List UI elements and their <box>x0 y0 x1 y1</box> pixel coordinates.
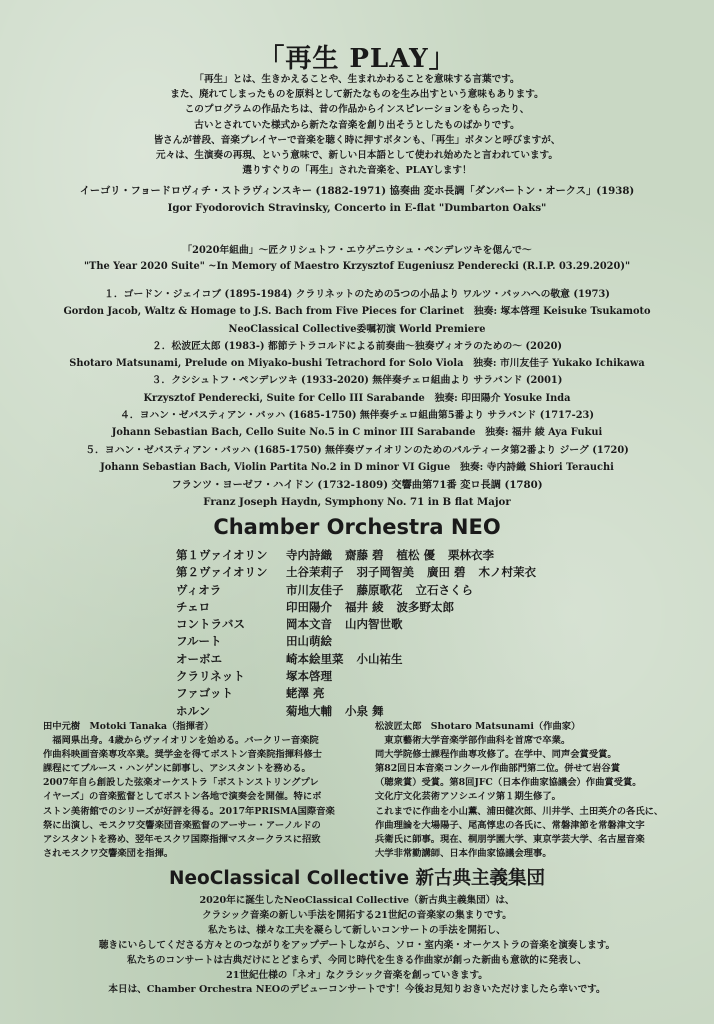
work-haydn <box>0 477 714 511</box>
bio-line: 同大学院修士課程作曲専攻修了。在学中、同声会賞受賞。 <box>375 749 617 761</box>
work-title-jp: イーゴリ・フョードロヴィチ・ストラヴィンスキー (1882-1971) 協奏曲 変ホ長調「ダンバートン・オークス」(1938) <box>79 185 635 197</box>
bio-line: 東京藝術大学音楽学部作曲科を首席で卒業。 <box>375 735 571 747</box>
work-title-en: Igor Fyodorovich Stravinsky, Concerto in E-flat "Dumbarton Oaks" <box>167 202 547 214</box>
roster-role: チェロ <box>176 599 211 614</box>
suite-title-en: "The Year 2020 Suite" ~In Memory of Maestro Krzysztof Eugeniusz Penderecki (R.I.P. 03.29.2020)" <box>83 260 631 272</box>
roster-row <box>176 547 549 564</box>
collective-line: 私たちのコンサートは古典だけにとどまらず、今同じ時代を生きる作曲家が創った新曲も意欲的に発表し、 <box>127 954 587 966</box>
movement-line: ２．松波匠太郎 (1983-) 都節テトラコルドによる前奏曲〜独奏ヴィオラのための〜 (2020) <box>151 340 563 352</box>
roster-row <box>176 685 549 702</box>
member-name: 寺内詩織 <box>286 548 332 562</box>
movement-line: NeoClassical Collective委嘱初演 World Premiere <box>228 323 486 335</box>
member-name: 栗林衣李 <box>448 548 495 562</box>
roster-role: クラリネット <box>176 669 245 684</box>
roster-role: ホルン <box>176 703 211 718</box>
suite-movements <box>0 286 714 476</box>
suite-heading <box>0 243 714 274</box>
member-name: 波多野太郎 <box>396 599 455 614</box>
movement-line: １．ゴードン・ジェイコブ (1895-1984) クラリネットのための5つの小品より ワルツ・バッハへの敬意 (1973) <box>104 289 610 300</box>
roster-row <box>176 582 549 599</box>
member-name: 小泉 舞 <box>345 703 384 718</box>
bio-line: これまでに作曲を小山薫、浦田健次郎、川井学、土田英介の各氏に、 <box>375 805 664 817</box>
collective-line: 本日は、Chamber Orchestra NEOのデビューコンサートです！今後お見知りおきいただけましたら幸いです。 <box>108 984 606 996</box>
bio-line: 大学非常勤講師、日本作曲家協議会理事。 <box>375 847 552 859</box>
member-name: 廣田 碧 <box>427 565 466 580</box>
work-title-en: Franz Joseph Haydn, Symphony No. 71 in B flat Major <box>203 496 511 508</box>
member-name: 市川友佳子 <box>286 582 344 597</box>
member-name: 山内智世歌 <box>345 617 403 632</box>
bio-line: イヤーズ」の音楽監督としてボストン各地で演奏会を開催。特にボ <box>43 791 322 803</box>
movement-line: Gordon Jacob, Waltz & Homage to J.S. Bach from Five Pieces for Clarinet 独奏: 塚本啓理 Keisuke Tsukamoto <box>63 306 651 318</box>
composer-bio <box>375 720 663 861</box>
bio-line: 2007年自ら創設した弦楽オーケストラ「ボストンストリングプレ <box>43 777 319 789</box>
member-name: 田山萌絵 <box>286 634 332 649</box>
roster-row <box>176 703 549 720</box>
member-name: 岡本文音 <box>286 617 332 632</box>
collective-line: 2020年に誕生したNeoClassical Collective（新古典主義集団）は、 <box>199 895 515 906</box>
collective-line: 21世紀仕様の「ネオ」なクラシック音楽を創っていきます。 <box>226 969 488 981</box>
collective-description <box>0 894 714 998</box>
bio-line: 課程にてブルース・ハンゲンに師事し、アシスタントを務める。 <box>43 763 311 775</box>
bio-line: アシスタントを務め、翌年モスクワ国際指揮マスタークラスに招致 <box>43 833 321 845</box>
bio-line: ストン美術館でのシリーズが好評を得る。2017年PRISMA国際音楽 <box>43 805 335 817</box>
bio-line: 作曲科映画音楽専攻卒業。奨学金を得てボストン音楽院指揮科修士 <box>43 749 322 761</box>
bio-line: 松波匠太郎 Shotaro Matsunami（作曲家） <box>375 721 581 732</box>
bio-line: 兵衛氏に師事。現在、桐朋学園大学、東京学芸大学、名古屋音楽 <box>375 833 645 845</box>
intro-line: このプログラムの作品たちは、昔の作品からインスピレーションをもらったり、 <box>184 104 530 116</box>
member-name: 土谷茉莉子 <box>286 565 344 580</box>
bio-line: 第82回日本音楽コンクール作曲部門第二位。併せて岩谷賞 <box>375 763 620 775</box>
movement-line: ５．ヨハン・ゼバスティアン・バッハ (1685-1750) 無伴奏ヴァイオリンのためのパルティータ第2番より ジーグ (1720) <box>85 444 629 456</box>
bio-line: 福岡県出身。4歳からヴァイオリンを始める。バークリー音楽院 <box>43 735 319 747</box>
work-stravinsky <box>0 183 714 217</box>
intro-line: 古いとされていた様式から新たな音楽を創り出そうとしたものばかりです。 <box>194 119 520 131</box>
member-name: 齋藤 碧 <box>345 548 384 562</box>
roster-row <box>176 599 549 616</box>
member-name: 小山祐生 <box>356 651 403 666</box>
member-name: 藤原歌花 <box>356 582 403 597</box>
roster-role: ヴィオラ <box>176 582 222 597</box>
member-name: 蛯澤 亮 <box>286 686 325 701</box>
bio-line: 作曲理論を大場陽子、尾高惇忠の各氏に、常磐津節を常磐津文字 <box>375 819 645 831</box>
collective-line: 聴きにいらしてくださる方々とのつながりをアップデートしながら、ソロ・室内楽・オーケストラの音楽を演奏します。 <box>98 939 616 951</box>
movement-line: Krzysztof Penderecki, Suite for Cello III Sarabande 独奏: 印田陽介 Yosuke Inda <box>143 392 571 404</box>
roster-row <box>176 668 549 685</box>
roster-row <box>176 633 549 650</box>
member-name: 立石さくら <box>415 582 473 597</box>
bio-line: されモスクワ交響楽団を指揮。 <box>43 847 174 859</box>
orchestra-title: Chamber Orchestra NEO <box>213 515 501 539</box>
member-name: 崎本絵里菜 <box>286 651 344 666</box>
intro-line: 元々は、生演奏の再現、という意味で、新しい日本語として使われ始めたと言われています。 <box>156 150 558 162</box>
roster-role: ファゴット <box>176 686 234 701</box>
conductor-bio <box>43 720 335 861</box>
member-name: 福井 綾 <box>345 599 384 614</box>
movement-line: Shotaro Matsunami, Prelude on Miyako-bushi Tetrachord for Solo Viola 独奏: 市川友佳子 Yukako Ichikawa <box>69 358 645 370</box>
roster-row <box>176 651 549 668</box>
bio-line: （聴衆賞）受賞。第8回JFC（日本作曲家協議会）作曲賞受賞。 <box>375 777 642 789</box>
roster-role: 第１ヴァイオリン <box>176 548 268 562</box>
roster-role: オーボエ <box>176 651 222 666</box>
movement-line: ４．ヨハン・ゼバスティアン・バッハ (1685-1750) 無伴奏チェロ組曲第5番より サラバンド (1717-23) <box>120 410 594 422</box>
work-title-jp: フランツ・ヨーゼフ・ハイドン (1732-1809) 交響曲第71番 変ロ長調 (1780) <box>171 479 543 491</box>
movement-line: ３．クシシュトフ・ペンデレツキ (1933-2020) 無伴奏チェロ組曲より サラバンド (2001) <box>151 375 563 387</box>
roster-role: 第２ヴァイオリン <box>176 565 268 580</box>
roster-role: フルート <box>176 634 222 649</box>
movement-line: Johann Sebastian Bach, Cello Suite No.5 in C minor III Sarabande 独奏: 福井 綾 Aya Fukui <box>111 427 603 439</box>
member-name: 羽子岡智美 <box>356 565 414 580</box>
intro-line: 「再生」とは、生きかえることや、生まれかわることを意味する言葉です。 <box>194 74 520 85</box>
member-name: 木ノ村茉衣 <box>478 565 537 580</box>
member-name: 印田陽介 <box>286 599 332 614</box>
intro-line: 選りすぐりの「再生」された音楽を、PLAYします！ <box>242 165 472 177</box>
roster-row <box>176 616 549 633</box>
member-name: 塚本啓理 <box>286 669 332 684</box>
intro-text <box>0 72 714 178</box>
roster-row <box>176 564 549 581</box>
page-title: 「再生 PLAY」 <box>258 44 456 74</box>
intro-line: また、廃れてしまったものを原料として新たなものを生み出すという意味もあります。 <box>170 89 544 101</box>
collective-line: 私たちは、様々な工夫を凝らして新しいコンサートの手法を開拓し、 <box>208 924 506 936</box>
collective-line: クラシック音楽の新しい手法を開拓する21世紀の音楽家の集まりです。 <box>202 909 512 921</box>
movement-line: Johann Sebastian Bach, Violin Partita No.2 in D minor VI Gigue 独奏: 寺内詩織 Shiori Terauchi <box>100 461 614 473</box>
member-name: 菊地大輔 <box>286 703 332 718</box>
intro-line: 皆さんが普段、音楽プレイヤーで音楽を聴く時に押すボタンも、「再生」ボタンと呼びますが、 <box>153 134 561 146</box>
collective-title: NeoClassical Collective 新古典主義集団 <box>169 868 545 889</box>
member-name: 植松 優 <box>396 548 436 562</box>
bio-line: 文化庁文化芸術アソシエイツ第１期生修了。 <box>375 791 561 803</box>
orchestra-roster <box>176 547 549 720</box>
roster-role: コントラバス <box>176 617 245 632</box>
bio-line: 祭に出演し、モスクワ交響楽団音楽監督のアーサー・アーノルドの <box>43 819 321 831</box>
suite-title-jp: 「2020年組曲」〜匠クリシュトフ・エウゲニウシュ・ペンデレツキを偲んで〜 <box>182 245 532 256</box>
bio-line: 田中元樹 Motoki Tanaka（指揮者） <box>43 721 214 732</box>
